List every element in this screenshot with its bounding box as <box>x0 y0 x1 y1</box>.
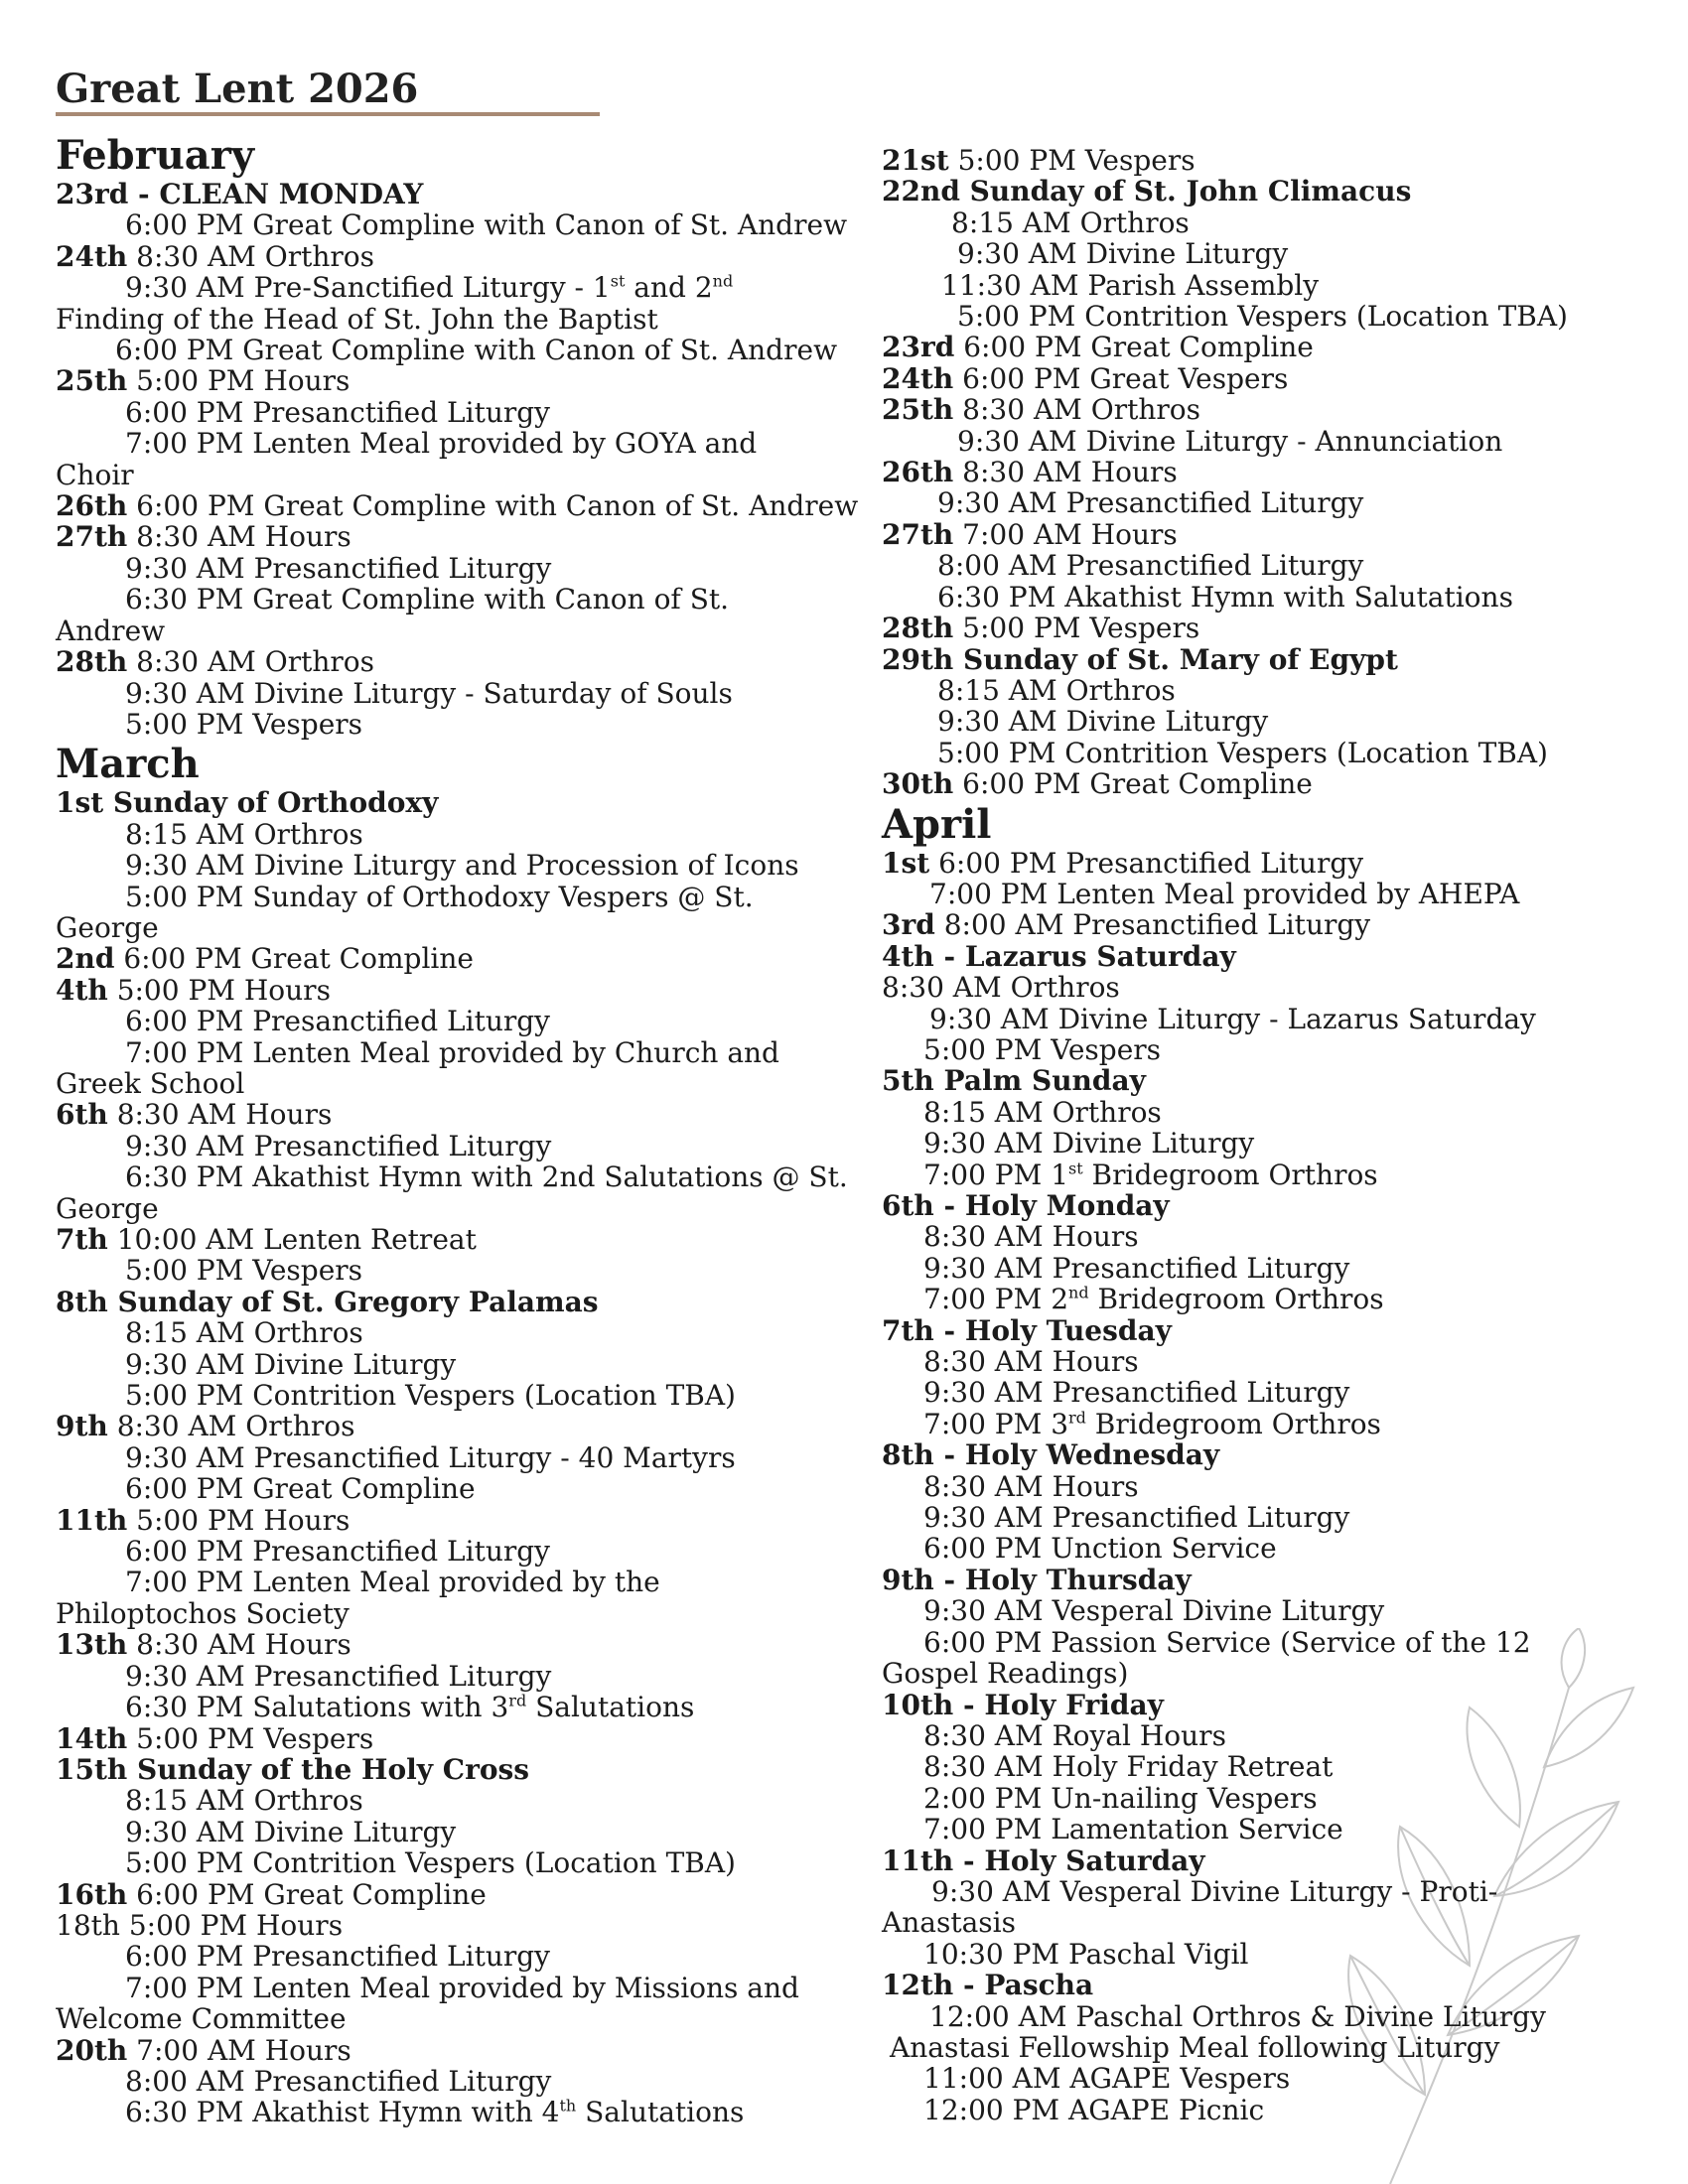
schedule-line: 5:00 PM Contrition Vespers (Location TBA) <box>125 1846 736 1880</box>
schedule-line <box>56 646 850 677</box>
schedule-entry: Salutations <box>526 1691 695 1724</box>
schedule-line: Anastasi Fellowship Meal following Liturgy <box>890 2030 1500 2064</box>
schedule-entry: 6:00 PM Great Compline <box>123 942 474 976</box>
schedule-entry: and 2 <box>625 271 713 305</box>
schedule-line: 8:30 AM Hours <box>923 1220 1139 1254</box>
day-heading: 1st Sunday of Orthodoxy <box>56 786 439 820</box>
schedule-line <box>882 613 1676 643</box>
schedule-line <box>56 975 850 1006</box>
schedule-line: 9:30 AM Vesperal Divine Liturgy - Proti- <box>931 1874 1498 1908</box>
schedule-line: 9:30 AM Divine Liturgy <box>923 1127 1255 1160</box>
schedule-line <box>56 1879 850 1910</box>
month-heading-march: March <box>56 741 200 788</box>
schedule-line <box>56 1692 850 1722</box>
schedule-entry: 8:30 AM Hours <box>962 456 1178 489</box>
schedule-line <box>56 1505 850 1536</box>
schedule-line: 7:00 PM Lenten Meal provided by Missions and <box>125 1971 799 2004</box>
schedule-line: 10:30 PM Paschal Vigil <box>923 1937 1249 1971</box>
schedule-line <box>56 943 850 974</box>
schedule-line <box>56 365 850 396</box>
schedule-line: Choir <box>56 458 134 491</box>
day-label: 14th <box>56 1721 128 1755</box>
day-label: 20th <box>56 2033 128 2067</box>
schedule-entry: 8:30 AM Orthros <box>136 239 374 273</box>
schedule-entry: 6:00 PM Great Compline <box>136 1877 487 1911</box>
day-heading: 23rd - CLEAN MONDAY <box>56 178 424 210</box>
schedule-entry: 5:00 PM Vespers <box>957 144 1196 177</box>
day-heading: 4th - Lazarus Saturday <box>882 939 1236 973</box>
schedule-line: 8:30 AM Hours <box>923 1469 1139 1503</box>
schedule-entry: 10:00 AM Lenten Retreat <box>116 1223 477 1256</box>
schedule-line <box>882 909 1676 940</box>
day-label: 26th <box>56 489 128 523</box>
schedule-line <box>56 1224 850 1255</box>
schedule-line: 7:00 PM Lenten Meal provided by AHEPA <box>929 877 1520 910</box>
schedule-entry: Bridegroom Orthros <box>1085 1407 1381 1440</box>
schedule-line: 11:30 AM Parish Assembly <box>941 268 1320 302</box>
schedule-line: 6:00 PM Great Compline with Canon of St. Andrew <box>115 334 838 367</box>
day-label: 11th <box>56 1503 128 1537</box>
schedule-line: 8:15 AM Orthros <box>125 1316 363 1350</box>
schedule-line: 8:30 AM Orthros <box>882 971 1120 1005</box>
schedule-line: 11:00 AM AGAPE Vespers <box>923 2062 1291 2096</box>
schedule-line: Finding of the Head of St. John the Baptist <box>56 302 658 336</box>
schedule-line: 8:15 AM Orthros <box>951 205 1190 239</box>
schedule-line: 6:00 PM Passion Service (Service of the 12 <box>923 1625 1531 1659</box>
schedule-line: 7:00 PM Lenten Meal provided by the <box>125 1566 660 1599</box>
day-label: 1st <box>882 846 930 880</box>
schedule-entry: 6:30 PM Salutations with 3 <box>125 1691 509 1724</box>
day-heading: 12th - Pascha <box>882 1969 1094 2002</box>
schedule-line: George <box>56 1191 159 1225</box>
schedule-line <box>56 489 859 523</box>
left-column <box>56 127 859 2129</box>
schedule-entry: 8:00 AM Presanctified Liturgy <box>943 908 1371 942</box>
day-label: 7th <box>56 1223 108 1256</box>
schedule-line <box>56 2097 850 2127</box>
ordinal-suffix: nd <box>1068 1283 1089 1302</box>
day-label: 23rd <box>882 331 955 364</box>
schedule-entry: 5:00 PM Hours <box>136 364 351 398</box>
day-label: 24th <box>882 361 954 395</box>
schedule-line: 8:15 AM Orthros <box>125 1784 363 1818</box>
day-heading: 29th Sunday of St. Mary of Egypt <box>882 642 1398 676</box>
ordinal-suffix: st <box>610 271 626 291</box>
schedule-line <box>56 241 850 272</box>
schedule-line: Philoptochos Society <box>56 1596 350 1630</box>
schedule-line: 5:00 PM Sunday of Orthodoxy Vespers @ St. <box>125 880 754 913</box>
schedule-line: 8:00 AM Presanctified Liturgy <box>937 549 1364 583</box>
schedule-entry: 6:00 PM Great Compline with Canon of St. Andrew <box>136 489 859 523</box>
schedule-entry: 7:00 PM 3 <box>923 1407 1069 1440</box>
schedule-line: 12:00 PM AGAPE Picnic <box>923 2093 1265 2126</box>
schedule-line: 5:00 PM Contrition Vespers (Location TBA) <box>937 736 1548 769</box>
schedule-line: 8:15 AM Orthros <box>125 817 363 851</box>
schedule-line: 9:30 AM Presanctified Liturgy <box>923 1501 1350 1535</box>
schedule-line: 5:00 PM Contrition Vespers (Location TBA) <box>957 300 1568 334</box>
schedule-entry: 5:00 PM Vespers <box>962 612 1200 645</box>
schedule-line: 9:30 AM Divine Liturgy <box>125 1815 457 1848</box>
day-heading: 7th - Holy Tuesday <box>882 1313 1172 1347</box>
day-heading: 6th - Holy Monday <box>882 1189 1170 1222</box>
schedule-entry: Bridegroom Orthros <box>1088 1283 1384 1316</box>
day-heading: 22nd Sunday of St. John Climacus <box>882 175 1412 208</box>
schedule-line: 18th 5:00 PM Hours <box>56 1908 344 1942</box>
schedule-line: 9:30 AM Presanctified Liturgy - 40 Martyrs <box>125 1440 736 1474</box>
schedule-entry: 6:30 PM Akathist Hymn with 4 <box>125 2096 560 2129</box>
schedule-entry: 5:00 PM Hours <box>136 1503 351 1537</box>
schedule-entry: 6:00 PM Great Compline <box>962 767 1313 801</box>
ordinal-suffix: th <box>559 2097 577 2116</box>
month-heading-april: April <box>882 800 992 848</box>
schedule-entry: 8:30 AM Orthros <box>136 645 374 679</box>
day-label: 25th <box>882 393 954 427</box>
schedule-line <box>56 1099 850 1130</box>
day-label: 2nd <box>56 942 115 976</box>
schedule-line: 9:30 AM Divine Liturgy - Lazarus Saturday <box>929 1002 1536 1035</box>
schedule-entry: 8:30 AM Hours <box>116 1098 333 1132</box>
day-label: 30th <box>882 767 954 801</box>
schedule-line: 9:30 AM Divine Liturgy <box>937 705 1269 739</box>
day-label: 28th <box>882 612 954 645</box>
day-label: 27th <box>56 520 128 554</box>
schedule-line <box>882 519 1676 550</box>
schedule-line <box>56 521 850 552</box>
month-heading-february: February <box>56 132 255 179</box>
schedule-entry: 6:00 PM Presanctified Liturgy <box>938 846 1364 880</box>
day-label: 6th <box>56 1098 108 1132</box>
ordinal-suffix: rd <box>1068 1408 1086 1428</box>
schedule-entry: 7:00 PM 1 <box>923 1158 1069 1191</box>
schedule-line <box>882 394 1676 425</box>
schedule-line: 9:30 AM Presanctified Liturgy <box>125 551 552 585</box>
schedule-line <box>882 145 1676 176</box>
schedule-line <box>882 768 1676 799</box>
day-heading: 8th Sunday of St. Gregory Palamas <box>56 1285 599 1318</box>
schedule-line <box>882 332 1676 362</box>
schedule-line: Andrew <box>56 614 166 647</box>
schedule-line: 9:30 AM Divine Liturgy - Annunciation <box>957 424 1503 458</box>
schedule-line: 6:30 PM Akathist Hymn with Salutations <box>937 580 1513 614</box>
day-label: 4th <box>56 973 108 1007</box>
schedule-line: 2:00 PM Un-nailing Vespers <box>923 1781 1318 1815</box>
title-underline <box>56 112 600 116</box>
schedule-line: 6:00 PM Presanctified Liturgy <box>125 395 550 429</box>
day-label: 16th <box>56 1877 128 1911</box>
schedule-line: 12:00 AM Paschal Orthros & Divine Liturgy <box>929 1999 1546 2033</box>
schedule-line <box>56 1411 850 1441</box>
schedule-entry: 8:30 AM Hours <box>136 520 352 554</box>
schedule-line <box>882 1409 1676 1439</box>
schedule-line: 6:00 PM Great Compline with Canon of St. Andrew <box>125 208 848 242</box>
schedule-line: 7:00 PM Lenten Meal provided by Church and <box>125 1035 779 1069</box>
day-label: 13th <box>56 1628 128 1662</box>
schedule-line <box>56 1723 850 1754</box>
schedule-entry: 8:30 AM Orthros <box>962 393 1200 427</box>
schedule-line <box>56 272 850 303</box>
right-column <box>882 145 1676 2125</box>
day-label: 24th <box>56 239 128 273</box>
schedule-line <box>56 1629 850 1660</box>
schedule-line: 9:30 AM Divine Liturgy <box>125 1347 457 1381</box>
schedule-line: 5:00 PM Vespers <box>923 1032 1162 1066</box>
schedule-line: 6:30 PM Akathist Hymn with 2nd Salutations @ St. <box>125 1160 848 1194</box>
schedule-line: 9:30 AM Presanctified Liturgy <box>125 1659 552 1693</box>
day-heading: 10th - Holy Friday <box>882 1688 1164 1721</box>
schedule-entry: 5:00 PM Hours <box>116 973 331 1007</box>
schedule-line: 9:30 AM Divine Liturgy - Saturday of Souls <box>125 676 733 710</box>
schedule-entry: 5:00 PM Vespers <box>136 1721 374 1755</box>
schedule-line: 8:15 AM Orthros <box>937 673 1176 707</box>
schedule-line: 9:30 AM Vesperal Divine Liturgy <box>923 1594 1385 1628</box>
schedule-line: 5:00 PM Vespers <box>125 1254 363 1288</box>
schedule-entry: Bridegroom Orthros <box>1082 1158 1378 1191</box>
schedule-line <box>882 848 1676 879</box>
day-heading: 15th Sunday of the Holy Cross <box>56 1752 530 1786</box>
schedule-line: George <box>56 910 159 944</box>
schedule-line <box>882 457 1676 487</box>
page-title: Great Lent 2026 <box>56 66 419 112</box>
day-label: 25th <box>56 364 128 398</box>
schedule-entry: 8:30 AM Orthros <box>116 1410 355 1443</box>
schedule-entry: 6:00 PM Great Vespers <box>962 361 1289 395</box>
day-heading: 9th - Holy Thursday <box>882 1563 1192 1596</box>
schedule-line: 6:00 PM Presanctified Liturgy <box>125 1940 550 1974</box>
schedule-line: 9:30 AM Presanctified Liturgy <box>923 1251 1350 1285</box>
ordinal-suffix: rd <box>508 1691 527 1710</box>
day-label: 26th <box>882 456 954 489</box>
day-heading: 8th - Holy Wednesday <box>882 1438 1220 1472</box>
schedule-line: 9:30 AM Presanctified Liturgy <box>937 486 1364 520</box>
schedule-line: 6:00 PM Presanctified Liturgy <box>125 1005 550 1038</box>
schedule-line <box>56 2035 850 2066</box>
schedule-line: 9:30 AM Presanctified Liturgy <box>125 1129 552 1162</box>
schedule-line: 7:00 PM Lamentation Service <box>923 1813 1343 1846</box>
schedule-line: 9:30 AM Presanctified Liturgy <box>923 1376 1350 1410</box>
ordinal-suffix: st <box>1068 1159 1083 1178</box>
schedule-line: 5:00 PM Vespers <box>125 707 363 741</box>
schedule-line: 6:00 PM Great Compline <box>125 1472 476 1506</box>
schedule-line: 6:00 PM Unction Service <box>923 1532 1277 1566</box>
schedule-line: 5:00 PM Contrition Vespers (Location TBA) <box>125 1379 736 1413</box>
schedule-line: 7:00 PM Lenten Meal provided by GOYA and <box>125 427 758 461</box>
schedule-line: 9:30 AM Divine Liturgy <box>957 237 1289 271</box>
schedule-entry: 6:00 PM Great Compline <box>963 331 1314 364</box>
day-label: 21st <box>882 144 949 177</box>
day-label: 9th <box>56 1410 108 1443</box>
schedule-line: 9:30 AM Divine Liturgy and Procession of Icons <box>125 849 799 883</box>
schedule-line: Greek School <box>56 1066 245 1100</box>
schedule-line: Gospel Readings) <box>882 1657 1129 1691</box>
schedule-entry: 7:00 AM Hours <box>136 2033 352 2067</box>
day-label: 27th <box>882 517 954 551</box>
schedule-entry: 8:30 AM Hours <box>136 1628 352 1662</box>
schedule-line <box>882 363 1676 394</box>
schedule-line: 6:00 PM Presanctified Liturgy <box>125 1535 550 1569</box>
schedule-line: 8:30 AM Hours <box>923 1345 1139 1379</box>
schedule-line: 8:15 AM Orthros <box>923 1095 1162 1129</box>
day-label: 3rd <box>882 908 935 942</box>
day-label: 28th <box>56 645 128 679</box>
day-heading: 5th Palm Sunday <box>882 1064 1146 1098</box>
ordinal-suffix: nd <box>712 271 734 291</box>
schedule-line: 8:30 AM Royal Hours <box>923 1718 1226 1752</box>
day-heading: 11th - Holy Saturday <box>882 1843 1205 1877</box>
schedule-line: 6:30 PM Great Compline with Canon of St. <box>125 583 730 616</box>
schedule-line: 8:30 AM Holy Friday Retreat <box>923 1750 1334 1784</box>
schedule-entry: 7:00 PM 2 <box>923 1283 1069 1316</box>
schedule-entry: 7:00 AM Hours <box>962 517 1178 551</box>
schedule-line: 8:00 AM Presanctified Liturgy <box>125 2064 552 2098</box>
schedule-line <box>882 1284 1676 1314</box>
schedule-entry: Salutations <box>576 2096 745 2129</box>
schedule-line: Welcome Committee <box>56 2002 347 2036</box>
schedule-line <box>882 1160 1676 1190</box>
schedule-line: Anastasis <box>882 1906 1016 1940</box>
schedule-entry: 9:30 AM Pre-Sanctified Liturgy - 1 <box>125 271 611 305</box>
